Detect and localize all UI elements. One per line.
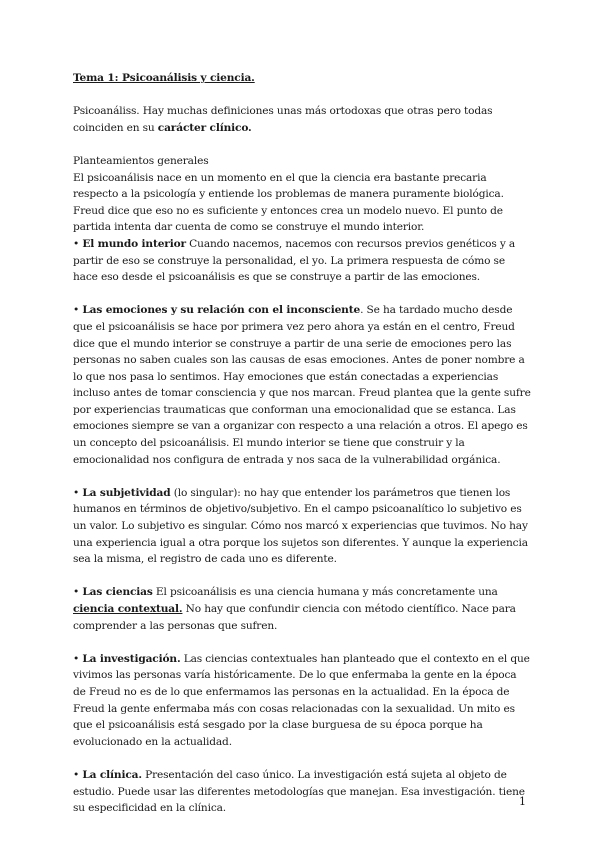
bullet-marker: • [73,486,83,499]
bullet-text: Cuando nacemos, nacemos con recursos previos genéticos y a partir de eso se construye la personalidad, el yo. La primera respuesta de cómo se hace eso desde el psicoanálisis es que se construye a partir de las emociones. [73,237,516,284]
bullet-investigacion [73,651,531,751]
bullet-term: La clínica. [82,768,142,781]
intro-text: Psicoanáliss. Hay muchas definiciones unas más ortodoxas que otras pero todas coinciden en su [73,105,493,134]
spacer [73,136,531,153]
intro-bold: carácter clínico. [157,121,252,134]
bullet-text: (lo singular): no hay que entender los parámetros que tienen los humanos en términos de objetivo/subjetivo. En el campo psicoanalítico lo subjetivo es un valor. Lo subjetivo es singular. Cómo nos marcó x experiencias que tuvimos. No hay una experiencia igual a otra porque los sujetos son diferentes. Y aunque la experiencia sea la misma, el registro de cada uno es diferente. [73,486,528,566]
bullet-text-continued: No hay que confundir ciencia con método científico. Nace para comprender a las personas que sufren. [73,603,516,632]
bullet-marker: • [73,304,83,317]
spacer [73,468,531,485]
spacer [73,750,531,767]
bullet-ciencias [73,584,531,634]
bullet-underlined-term: ciencia contextual. [73,603,183,615]
spacer [73,87,531,104]
section-paragraph: El psicoanálisis nace en un momento en el que la ciencia era bastante precaria respecto a la psicología y entiende los problemas de manera puramente biológica. Freud dice que eso no es suficiente y entonces crea un modelo nuevo. El punto de partida intenta dar cuenta de como se construye el mundo interior. [73,171,504,234]
bullet-marker: • [73,586,83,599]
intro-paragraph [73,103,531,136]
bullet-term: La subjetividad [82,486,171,499]
bullet-text: . Se ha tardado mucho desde que el psicoanálisis se hace por primera vez pero ahora ya están en el centro, Freud dice que el mundo interior se construye a partir de una serie de emociones pero las personas no saben cuales son las causas de esas emociones. Antes de poner nombre a lo que nos pasa lo sentimos. Hay emociones que están conectadas a experiencias incluso antes de tomar consciencia y que nos marcan. Freud plantea que la gente sufre por experiencias traumaticas que conforman una emocionalidad que se estanca. Las emociones siempre se van a organizar con respecto a una relación a otros. El apego es un concepto del psicoanálisis. El mundo interior se tiene que construir y la emocionalidad nos configura de entrada y nos saca de la vulnerabilidad orgánica. [73,304,531,466]
bullet-term: Las emociones y su relación con el inconsciente [82,304,361,317]
bullet-text: Presentación del caso único. La investigación está sujeta al objeto de estudio. Puede usar las diferentes metodologías que manejan. Esa investigación. tiene su especificidad en la clínica. [73,768,525,815]
spacer [73,634,531,651]
bullet-text: Las ciencias contextuales han planteado que el contexto en el que vivimos las personas varía históricamente. De lo que enfermaba la gente en la época de Freud no es de lo que enfermamos las personas en la actualidad. En la época de Freud la gente enfermaba más con cosas relacionadas con la sexualidad. Un mito es que el psicoanálisis está sesgado por la clase burguesa de su época porque ha evolucionado en la actualidad. [73,652,530,748]
bullet-emociones [73,302,531,468]
bullet-marker: • [73,237,83,250]
document-body [73,70,531,817]
section-heading: Planteamientos generales [73,154,209,167]
document-title: Tema 1: Psicoanálisis y ciencia. [73,72,255,84]
bullet-term: La investigación. [82,652,181,665]
bullet-marker: • [73,768,83,781]
bullet-mundo-interior [73,236,531,286]
bullet-marker: • [73,652,83,665]
spacer [73,568,531,585]
page-number: 1 [519,795,526,808]
bullet-term: El mundo interior [82,237,186,250]
bullet-text: El psicoanálisis es una ciencia humana y más concretamente una [152,586,498,599]
bullet-clinica [73,767,531,817]
bullet-subjetividad [73,485,531,568]
spacer [73,286,531,303]
bullet-term: Las ciencias [82,586,153,599]
